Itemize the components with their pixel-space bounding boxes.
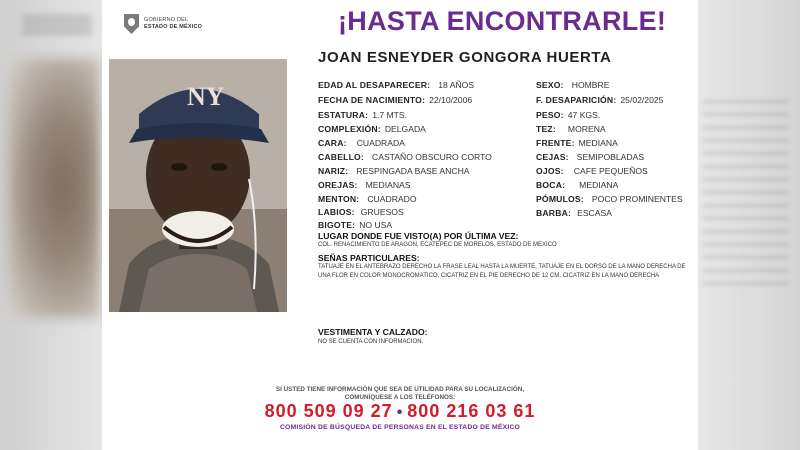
field-cara bbox=[318, 138, 405, 148]
field-pomulos bbox=[536, 194, 683, 204]
clothing-text: NO SE CUENTA CON INFORMACION. bbox=[318, 339, 424, 345]
field-labios bbox=[318, 207, 404, 217]
government-line-2: ESTADO DE MÉXICO bbox=[144, 24, 203, 30]
svg-text:NY: NY bbox=[187, 82, 225, 111]
desaparicion-value: 25/02/2025 bbox=[620, 95, 664, 105]
clothing-title: VESTIMENTA Y CALZADO: bbox=[318, 327, 428, 337]
field-sexo bbox=[536, 80, 609, 90]
frente-value: MEDIANA bbox=[578, 138, 618, 148]
person-photo bbox=[109, 59, 287, 312]
field-desaparicion bbox=[536, 95, 663, 105]
blurred-background-logo bbox=[22, 14, 92, 36]
menton-label: MENTON: bbox=[318, 194, 360, 204]
last-seen-text: COL. RENACIMIENTO DE ARAGON, ECATEPEC DE MORELOS, ESTADO DE MEXICO bbox=[318, 242, 557, 248]
last-seen-title: LUGAR DONDE FUE VISTO(A) POR ÚLTIMA VEZ: bbox=[318, 231, 519, 241]
estatura-label: ESTATURA: bbox=[318, 110, 369, 120]
boca-value: MEDIANA bbox=[579, 180, 619, 190]
ojos-value: CAFE PEQUEÑOS bbox=[573, 166, 648, 176]
complexion-label: COMPLEXIÓN: bbox=[318, 124, 381, 134]
phone-number-2[interactable]: 800 216 03 61 bbox=[407, 401, 536, 421]
phone-number-1[interactable]: 800 509 09 27 bbox=[264, 401, 393, 421]
cabello-label: CABELLO: bbox=[318, 152, 364, 162]
edad-value: 18 AÑOS bbox=[438, 80, 475, 90]
government-line-1: GOBIERNO DEL bbox=[144, 17, 189, 23]
peso-value: 47 KGS. bbox=[567, 110, 601, 120]
nacimiento-label: FECHA DE NACIMIENTO: bbox=[318, 95, 426, 105]
cejas-value: SEMIPOBLADAS bbox=[576, 152, 645, 162]
missing-person-poster bbox=[102, 0, 698, 450]
sexo-value: HOMBRE bbox=[571, 80, 610, 90]
peso-label: PESO: bbox=[536, 110, 564, 120]
field-estatura bbox=[318, 110, 407, 120]
field-tez bbox=[536, 124, 606, 134]
nariz-value: RESPINGADA BASE ANCHA bbox=[356, 166, 470, 176]
sexo-label: SEXO: bbox=[536, 80, 564, 90]
menton-value: CUADRADO bbox=[367, 194, 417, 204]
field-orejas bbox=[318, 180, 411, 190]
field-frente bbox=[536, 138, 618, 148]
search-commission-name: COMISIÓN DE BÚSQUEDA DE PERSONAS EN EL ESTADO DE MÉXICO bbox=[279, 424, 521, 431]
field-edad bbox=[318, 80, 474, 90]
blurred-background-text bbox=[703, 90, 788, 290]
nacimiento-value: 22/10/2006 bbox=[429, 95, 473, 105]
field-bigote bbox=[318, 220, 392, 230]
field-nacimiento bbox=[318, 95, 472, 105]
complexion-value: DELGADA bbox=[384, 124, 426, 134]
bigote-value: NO USA bbox=[359, 220, 393, 230]
ojos-label: OJOS: bbox=[536, 166, 564, 176]
blurred-background-photo bbox=[8, 58, 100, 318]
bigote-label: BIGOTE: bbox=[318, 220, 356, 230]
field-peso bbox=[536, 110, 600, 120]
orejas-label: OREJAS: bbox=[318, 180, 358, 190]
state-shield-icon bbox=[124, 14, 139, 34]
cara-value: CUADRADA bbox=[356, 138, 405, 148]
field-nariz bbox=[318, 166, 470, 176]
estatura-value: 1.7 MTS. bbox=[372, 110, 408, 120]
tez-value: MORENA bbox=[567, 124, 606, 134]
cabello-value: CASTAÑO OBSCURO CORTO bbox=[372, 152, 492, 162]
cejas-label: CEJAS: bbox=[536, 152, 569, 162]
pomulos-value: POCO PROMINENTES bbox=[591, 194, 683, 204]
field-barba bbox=[536, 208, 612, 218]
phone-numbers bbox=[102, 401, 698, 422]
tez-label: TEZ: bbox=[536, 124, 556, 134]
field-cejas bbox=[536, 152, 644, 162]
marks-text: TATUAJE EN EL ANTEBRAZO DERECHO LA FRASE LEAL HASTA LA MUERTE, TATUAJE EN EL DORSO DE LA MANO DERECHA DE UNA FLOR EN COLOR MONOCROMATICO, CICATRIZ EN EL PIE DERECHO DE 12 CM, CICATRIZ EN LA MANO DERECHA bbox=[318, 264, 686, 279]
field-cabello bbox=[318, 152, 492, 162]
footer-note-1: SI USTED TIENE INFORMACIÓN QUE SEA DE UTILIDAD PARA SU LOCALIZACIÓN, bbox=[275, 386, 525, 393]
desaparicion-label: F. DESAPARICIÓN: bbox=[536, 95, 617, 105]
field-complexion bbox=[318, 124, 426, 134]
orejas-value: MEDIANAS bbox=[365, 180, 411, 190]
government-name bbox=[144, 17, 202, 31]
edad-label: EDAD AL DESAPARECER: bbox=[318, 80, 431, 90]
pomulos-label: PÓMULOS: bbox=[536, 194, 584, 204]
marks-title: SEÑAS PARTICULARES: bbox=[318, 253, 420, 263]
phone-separator: • bbox=[396, 404, 404, 421]
government-logo bbox=[124, 14, 202, 34]
barba-label: BARBA: bbox=[536, 208, 572, 218]
labios-value: GRUESOS bbox=[360, 207, 404, 217]
field-menton bbox=[318, 194, 417, 204]
frente-label: FRENTE: bbox=[536, 138, 575, 148]
person-name: JOAN ESNEYDER GONGORA HUERTA bbox=[318, 49, 612, 66]
barba-value: ESCASA bbox=[577, 208, 612, 218]
field-ojos bbox=[536, 166, 648, 176]
field-boca bbox=[536, 180, 618, 190]
boca-label: BOCA: bbox=[536, 180, 566, 190]
cara-label: CARA: bbox=[318, 138, 347, 148]
labios-label: LABIOS: bbox=[318, 207, 355, 217]
footer-note-2: COMUNÍQUESE A LOS TELÉFONOS: bbox=[344, 394, 456, 401]
poster-headline: ¡HASTA ENCONTRARLE! bbox=[338, 6, 667, 36]
nariz-label: NARIZ: bbox=[318, 166, 349, 176]
person-photo-illustration bbox=[109, 59, 287, 312]
